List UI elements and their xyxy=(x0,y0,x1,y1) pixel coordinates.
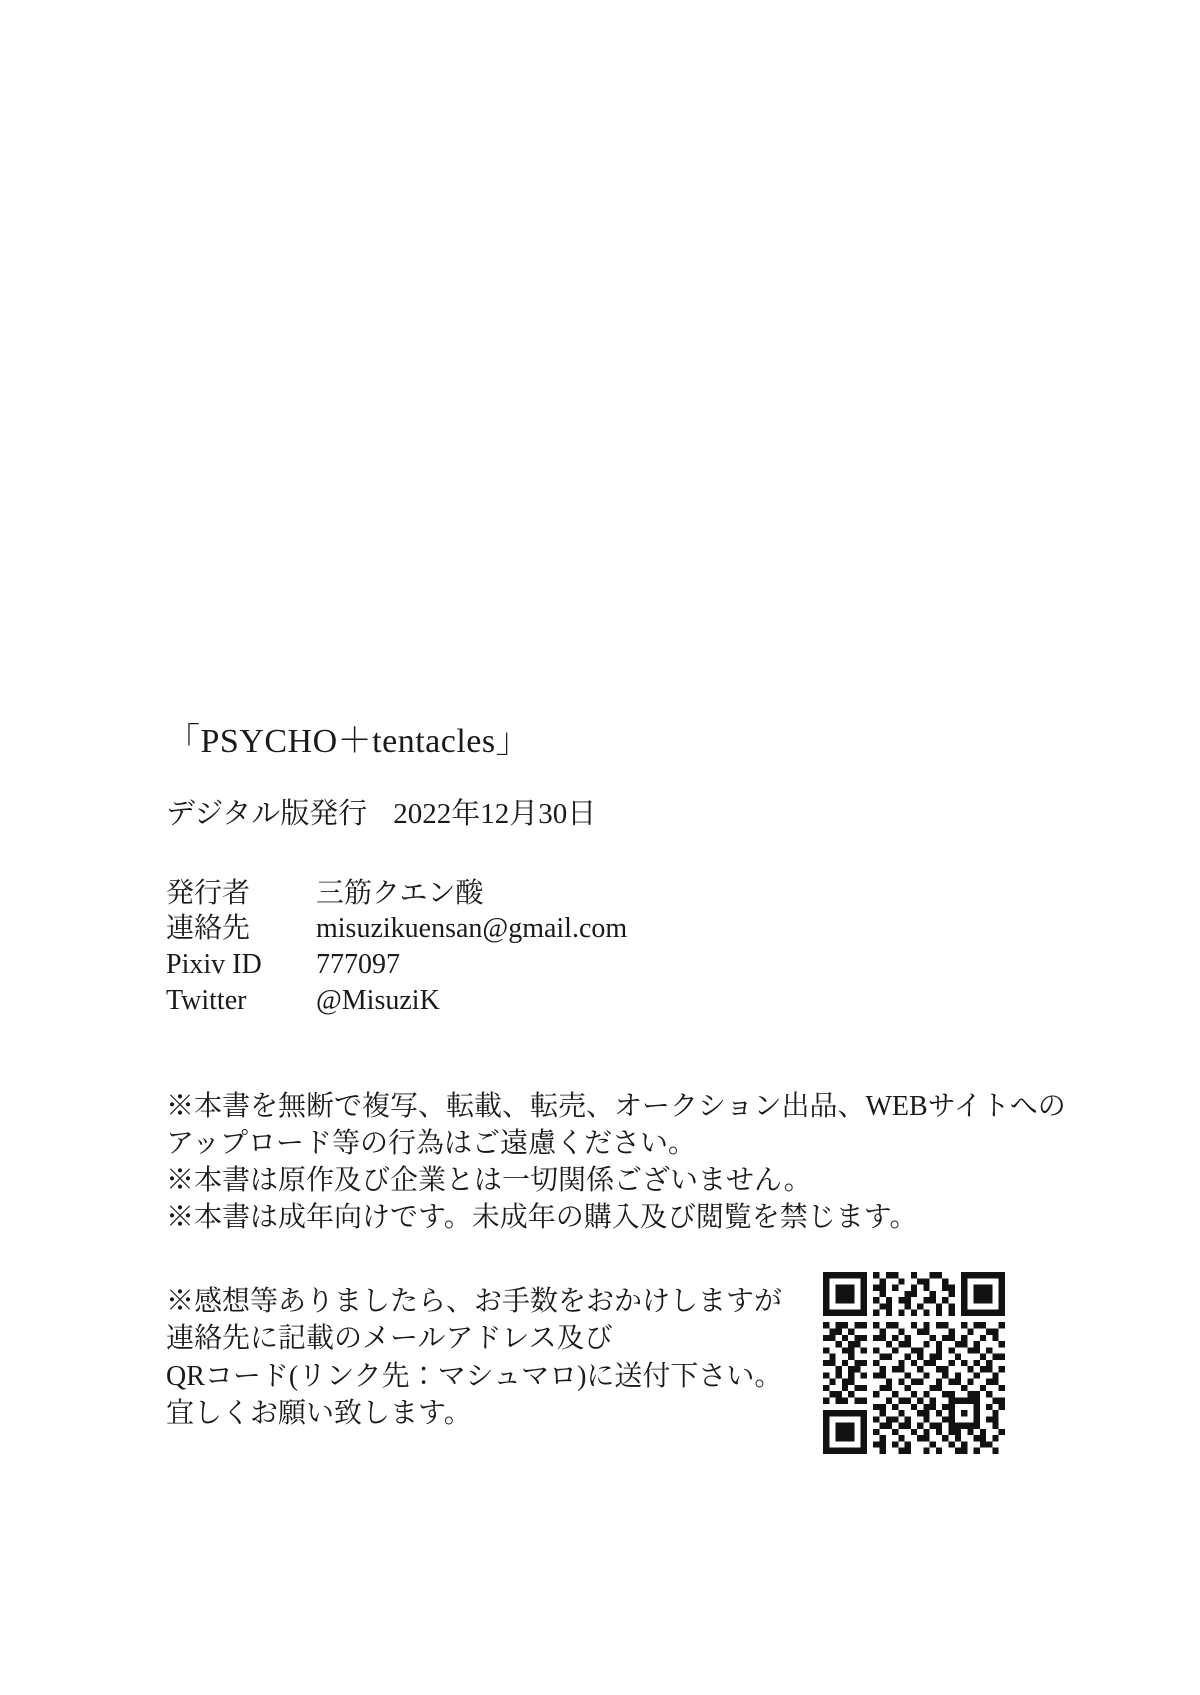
info-row xyxy=(166,947,1066,983)
notice-line: ※本書を無断で複写、転載、転売、オークション出品、WEBサイトへの xyxy=(166,1090,1066,1122)
info-row xyxy=(166,983,1066,1019)
info-value-pixiv-id: 777097 xyxy=(316,949,400,981)
qr-code-icon[interactable] xyxy=(823,1272,1005,1454)
qr-code-graphic xyxy=(823,1272,1005,1454)
notice-line: アップロード等の行為はご遠慮ください。 xyxy=(166,1127,697,1159)
info-value-twitter-handle: @MisuziK xyxy=(316,985,440,1017)
request-line: ※感想等ありましたら、お手数をおかけしますが xyxy=(166,1285,783,1317)
publication-label: デジタル版発行 xyxy=(166,797,368,830)
usage-notices xyxy=(166,1089,1066,1237)
work-title: 「PSYCHO＋tentacles」 xyxy=(166,723,531,760)
publisher-info xyxy=(166,876,1066,1019)
info-label-publisher: 発行者 xyxy=(166,877,251,909)
info-label-twitter: Twitter xyxy=(166,985,247,1017)
info-row xyxy=(166,876,1066,912)
notice-line: ※本書は成年向けです。未成年の購入及び閲覧を禁じます。 xyxy=(166,1201,918,1233)
publication-date: 2022年12月30日 xyxy=(393,797,597,830)
info-value-publisher: 三筋クエン酸 xyxy=(316,877,484,909)
info-label-pixiv-id: Pixiv ID xyxy=(166,949,262,981)
notice-line: ※本書は原作及び企業とは一切関係ございません。 xyxy=(166,1164,812,1196)
request-line: 連絡先に記載のメールアドレス及び xyxy=(166,1323,613,1355)
info-value-contact-email: misuzikuensan@gmail.com xyxy=(316,913,628,945)
request-line: 宜しくお願い致します。 xyxy=(166,1398,472,1430)
publication-line xyxy=(166,797,1066,832)
info-label-contact: 連絡先 xyxy=(166,913,251,945)
request-line: QRコード(リンク先：マシュマロ)に送付下さい。 xyxy=(166,1360,783,1392)
info-row xyxy=(166,911,1066,947)
